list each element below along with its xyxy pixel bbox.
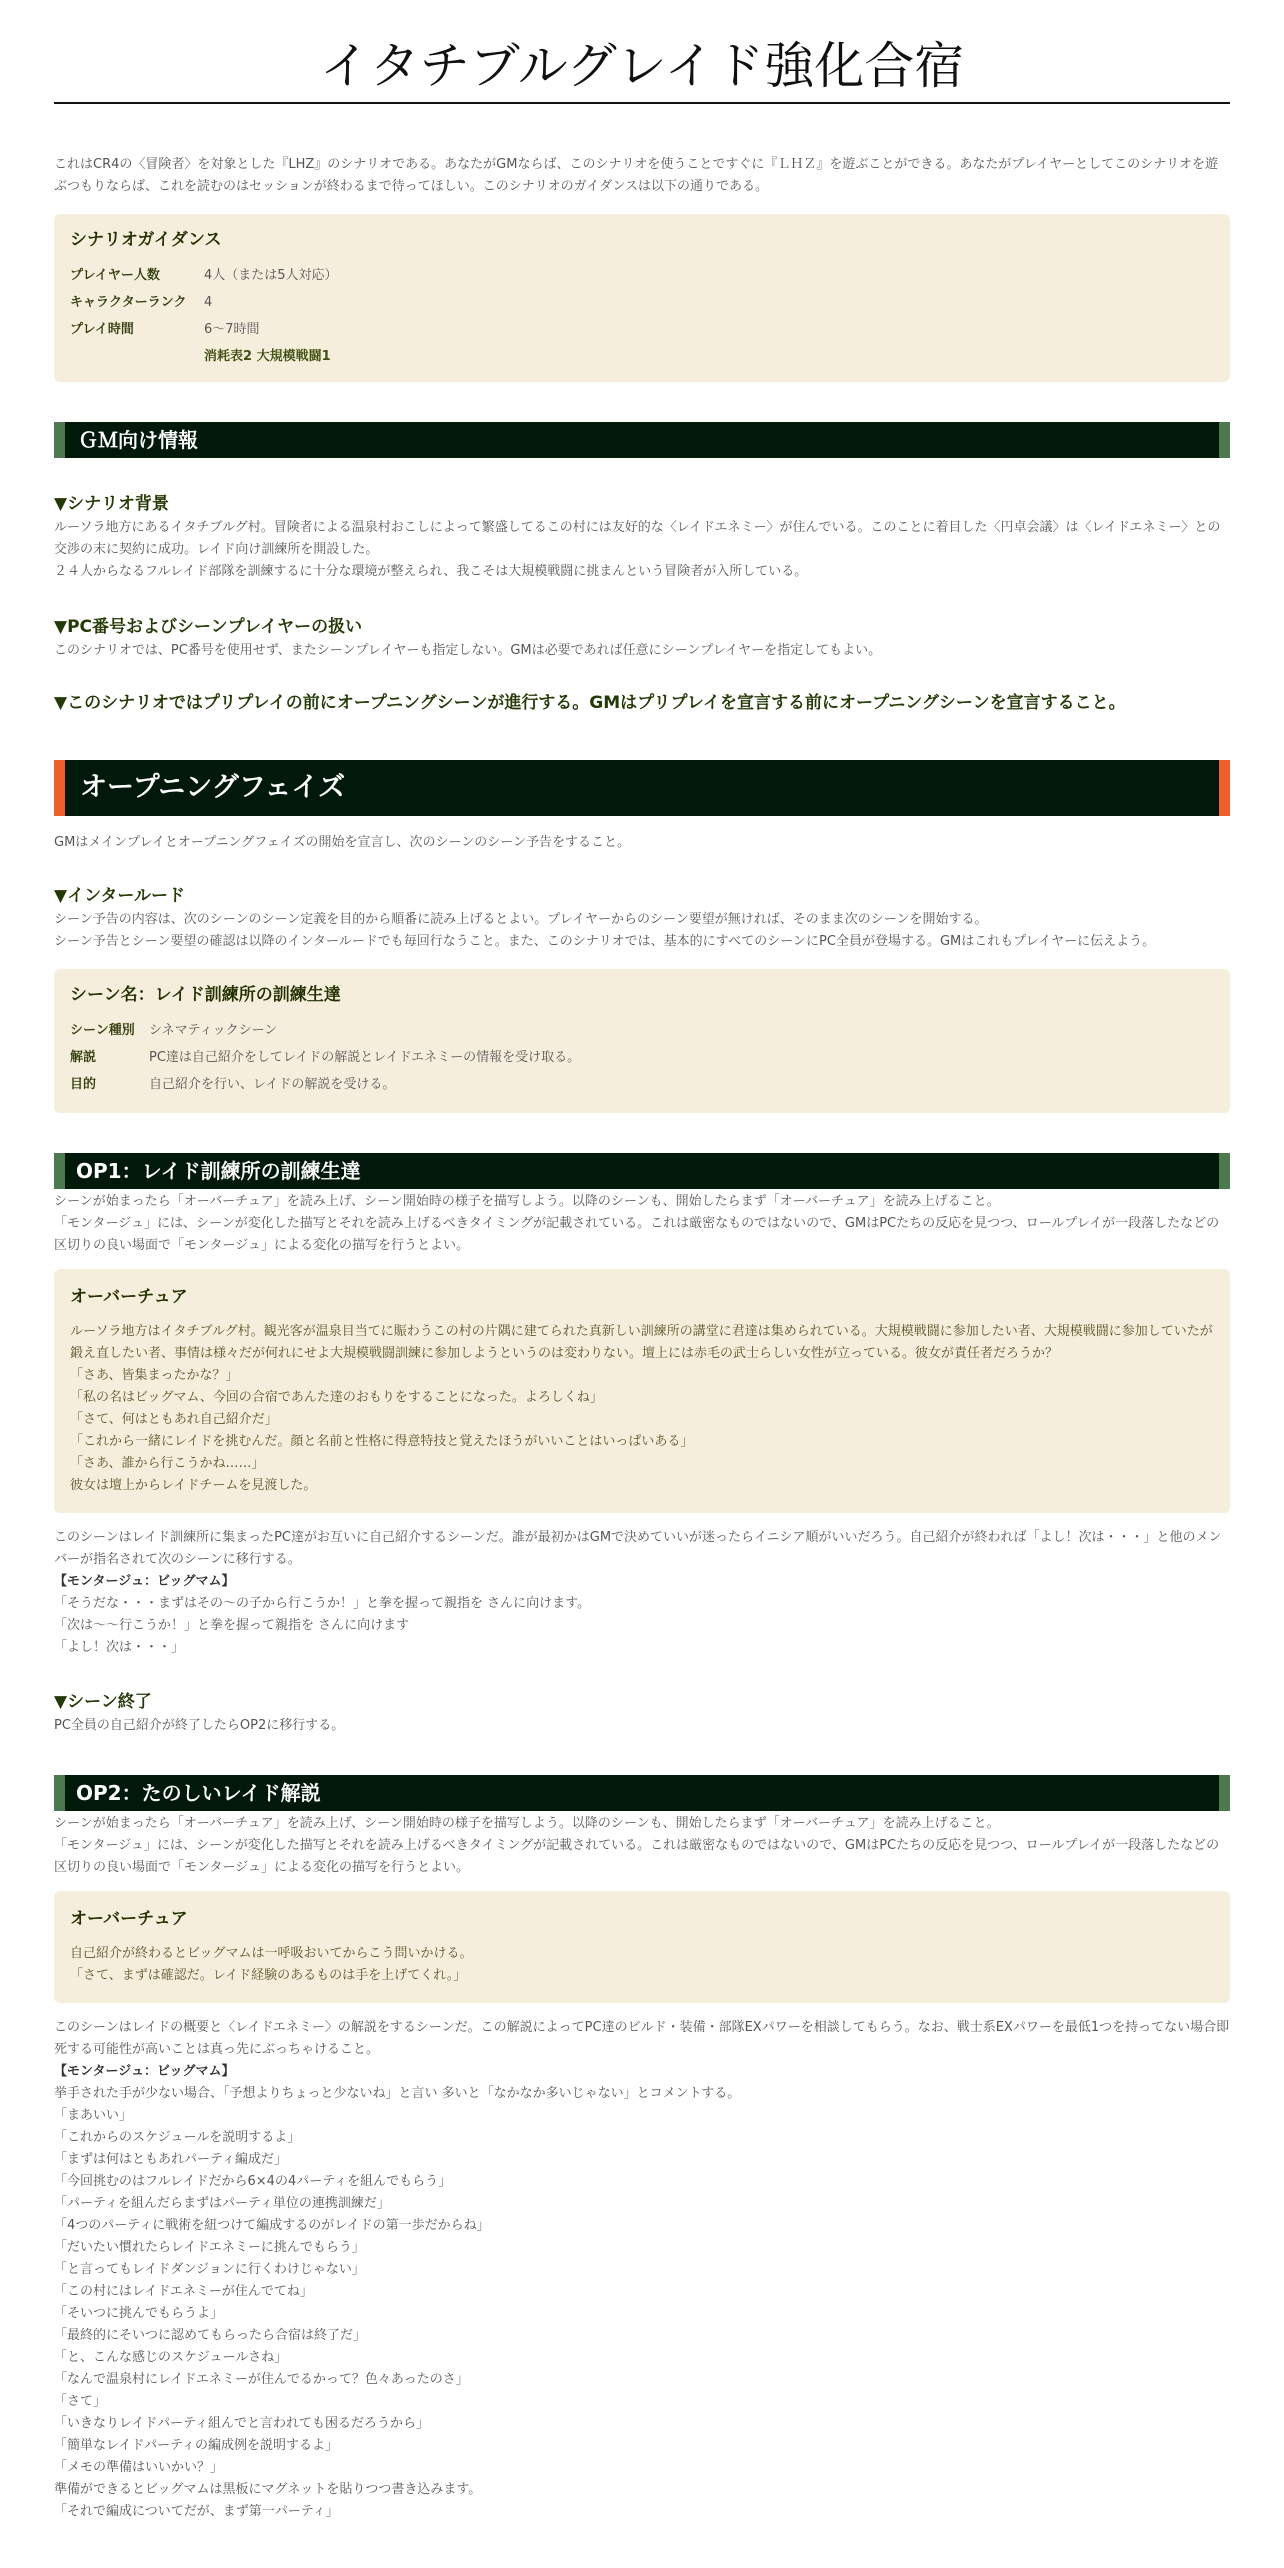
opening-phase-heading: オープニングフェイズ [54, 760, 1230, 816]
montage-line: 「パーティを組んだらまずはパーティ単位の連携訓練だ」 [54, 2196, 390, 2211]
overture-line: 「さあ、皆集まったかな？」 [70, 1368, 239, 1383]
montage-line: 「そいつに挑んでもらうよ」 [54, 2306, 224, 2321]
guidance-extra: 消耗表2 大規模戦闘1 [204, 349, 331, 364]
montage-line: 「今回挑むのはフルレイドだから6×4の4パーティを組んでもらう」 [54, 2174, 452, 2189]
overture-line: 自己紹介が終わるとビッグマムは一呼吸おいてからこう問いかける。 [70, 1946, 473, 1961]
guidance-row [70, 316, 1214, 343]
op2-intro-paragraph: 「モンタージュ」には、シーンが変化した描写とそれを読み上げるべきタイミングが記載されている。これは厳密なものではないので、GMはPCたちの反応を見つつ、ロールプレイが一段落したなどの区切りの良い場面で「モンタージュ」による変化の描写を行うとよい。 [54, 1838, 1220, 1875]
op1-montage-lines [54, 1593, 1230, 1659]
overture-line: 「これから一緒にレイドを挑むんだ。顔と名前と性格に得意特技と覚えたほうがいいことはいっぱいある」 [70, 1434, 694, 1449]
pc-number-paragraph: このシナリオでは、PC番号を使用せず、またシーンプレイヤーも指定しない。GMは必要であれば任意にシーンプレイヤーを指定してもよい。 [54, 643, 882, 658]
montage-line: 「と言ってもレイドダンジョンに行くわけじゃない」 [54, 2262, 365, 2277]
overture-line: 「さて、何はともあれ自己紹介だ」 [70, 1412, 278, 1427]
interlude-heading: ▼インタールード [54, 886, 186, 906]
montage-line: 「そうだな・・・まずはその～の子から行こうか！」と拳を握って親指を さんに向けます。 [54, 1596, 591, 1611]
montage-line: 挙手された手が少ない場合、「予想よりちょっと少ないね」と言い 多いと「なかなか多いじゃない」とコメントする。 [54, 2086, 741, 2101]
montage-line: 「メモの準備はいいかい？」 [54, 2460, 224, 2475]
scene-name: シーン名：レイド訓練所の訓練生達 [70, 985, 341, 1005]
interlude-paragraph: シーン予告とシーン要望の確認は以降のインタールードでも毎回行なうこと。また、このシナリオでは、基本的にすべてのシーンにPC全員が登場する。GMはこれもプレイヤーに伝えよう。 [54, 934, 1156, 949]
scene-key: 目的 [70, 1077, 97, 1092]
montage-line: 「それで編成についてだが、まず第一パーティ」 [54, 2504, 339, 2519]
scene-key: シーン種別 [70, 1023, 135, 1038]
montage-line: 「これからのスケジュールを説明するよ」 [54, 2130, 301, 2145]
guidance-title: シナリオガイダンス [70, 230, 222, 250]
guidance-value: 4 [204, 295, 213, 310]
montage-line: 「4つのパーティに戦術を紐つけて編成するのがレイドの第一歩だからね」 [54, 2218, 490, 2233]
op2-heading: OP2：たのしいレイド解説 [54, 1775, 1230, 1811]
title-divider [54, 102, 1230, 104]
montage-line: 準備ができるとビッグマムは黒板にマグネットを貼りつつ書き込みます。 [54, 2482, 482, 2497]
scene-value: シネマティックシーン [149, 1023, 278, 1038]
op1-description: このシーンはレイド訓練所に集まったPC達がお互いに自己紹介するシーンだ。誰が最初かはGMで決めていいが迷ったらイニシア順がいいだろう。自己紹介が終われば「よし！次は・・・」と他のメンバーが指名されて次のシーンに移行する。 [54, 1530, 1222, 1567]
op2-montage-lines [54, 2083, 1230, 2523]
guidance-value: 6～7時間 [204, 322, 260, 337]
montage-label: 【モンタージュ：ビッグマム】 [54, 2064, 235, 2079]
overture-line: ルーソラ地方はイタチブルグ村。観光客が温泉目当てに賑わうこの村の片隅に建てられた真新しい訓練所の講堂に君達は集められている。大規模戦闘に参加したい者、大規模戦闘に参加していたが鍛え直したい者、事情は様々だが何れにせよ大規模戦闘訓練に参加しようというのは変わりない。壇上には赤毛の武士らしい女性が立っている。彼女が責任者だろうか？ [70, 1324, 1213, 1361]
guidance-row [70, 262, 1214, 289]
scene-key: 解説 [70, 1050, 97, 1065]
montage-line: 「よし！次は・・・」 [54, 1640, 185, 1655]
guidance-key: プレイヤー人数 [70, 268, 160, 283]
background-paragraph: ２４人からなるフルレイド部隊を訓練するに十分な環境が整えられ、我こそは大規模戦闘に挑まんという冒険者が入所している。 [54, 564, 808, 579]
guidance-row [70, 289, 1214, 316]
montage-line: 「次は～～行こうか！」と拳を握って親指を さんに向けます [54, 1618, 410, 1633]
montage-line: 「簡単なレイドパーティの編成例を説明するよ」 [54, 2438, 339, 2453]
op2-description: このシーンはレイドの概要と〈レイドエネミー〉の解説をするシーンだ。この解説によってPC達のビルド・装備・部隊EXパワーを相談してもらう。なお、戦士系EXパワーを最低1つを持ってない場合即死する可能性が高いことは真っ先にぶっちゃけること。 [54, 2020, 1230, 2057]
op1-overture-box [54, 1269, 1230, 1513]
pc-number-heading: ▼PC番号およびシーンプレイヤーの扱い [54, 617, 363, 637]
montage-line: 「と、こんな感じのスケジュールさね」 [54, 2350, 288, 2365]
guidance-key: キャラクターランク [70, 295, 187, 310]
op2-intro-paragraph: シーンが始まったら「オーバーチュア」を読み上げ、シーン開始時の様子を描写しよう。以降のシーンも、開始したらまず「オーバーチュア」を読み上げること。 [54, 1816, 1000, 1831]
guidance-box [54, 214, 1230, 382]
overture-line: 「さて、まずは確認だ。レイド経験のあるものは手を上げてくれ。」 [70, 1968, 467, 1983]
scene-end-paragraph: PC全員の自己紹介が終了したらOP2に移行する。 [54, 1718, 345, 1733]
intro-paragraph: これはCR4の〈冒険者〉を対象とした『LHZ』のシナリオである。あなたがGMならば、このシナリオを使うことですぐに『ＬＨＺ』を遊ぶことができる。あなたがプレイヤーとしてこのシナリオを遊ぶつもりならば、これを読むのはセッションが終わるまで待ってほしい。このシナリオのガイダンスは以下の通りである。 [54, 157, 1219, 194]
guidance-key: プレイ時間 [70, 322, 134, 337]
guidance-row [70, 343, 1214, 370]
scene-value: PC達は自己紹介をしてレイドの解説とレイドエネミーの情報を受け取る。 [149, 1050, 581, 1065]
montage-line: 「いきなりレイドパーティ組んでと言われても困るだろうから」 [54, 2416, 430, 2431]
scenario-background-heading: ▼シナリオ背景 [54, 494, 169, 514]
montage-line: 「最終的にそいつに認めてもらったら合宿は終了だ」 [54, 2328, 367, 2343]
scene-definition-box [54, 969, 1230, 1113]
scene-row [70, 1071, 1214, 1098]
montage-line: 「この村にはレイドエネミーが住んでてね」 [54, 2284, 313, 2299]
montage-line: 「まずは何はともあれパーティ編成だ」 [54, 2152, 287, 2167]
scene-end-heading: ▼シーン終了 [54, 1692, 152, 1712]
opening-note: ▼このシナリオではプリプレイの前にオープニングシーンが進行する。GMはプリプレイを宣言する前にオープニングシーンを宣言すること。 [54, 693, 1126, 713]
op1-heading: OP1：レイド訓練所の訓練生達 [54, 1153, 1230, 1189]
scene-row [70, 1017, 1214, 1044]
overture-line: 「さあ、誰から行こうかね……」 [70, 1456, 265, 1471]
gm-info-heading: ＧＭ向け情報 [54, 422, 1230, 458]
overture-line: 彼女は壇上からレイドチームを見渡した。 [70, 1478, 317, 1493]
op2-overture-box [54, 1891, 1230, 2003]
overture-title: オーバーチュア [70, 1287, 188, 1307]
montage-label: 【モンタージュ：ビッグマム】 [54, 1574, 235, 1589]
montage-line: 「だいたい慣れたらレイドエネミーに挑んでもらう」 [54, 2240, 365, 2255]
background-paragraph: ルーソラ地方にあるイタチブルグ村。冒険者による温泉村おこしによって繁盛してるこの村には友好的な〈レイドエネミー〉が住んでいる。このことに着目した〈円卓会議〉は〈レイドエネミー〉との交渉の末に契約に成功。レイド向け訓練所を開設した。 [54, 520, 1221, 557]
montage-line: 「まあいい」 [54, 2108, 133, 2123]
scene-row [70, 1044, 1214, 1071]
montage-line: 「さて」 [54, 2394, 107, 2409]
opening-phase-paragraph: GMはメインプレイとオープニングフェイズの開始を宣言し、次のシーンのシーン予告をすること。 [54, 835, 631, 850]
montage-line: 「なんで温泉村にレイドエネミーが住んでるかって？色々あったのさ」 [54, 2372, 469, 2387]
op1-intro-paragraph: 「モンタージュ」には、シーンが変化した描写とそれを読み上げるべきタイミングが記載されている。これは厳密なものではないので、GMはPCたちの反応を見つつ、ロールプレイが一段落したなどの区切りの良い場面で「モンタージュ」による変化の描写を行うとよい。 [54, 1216, 1220, 1253]
interlude-paragraph: シーン予告の内容は、次のシーンのシーン定義を目的から順番に読み上げるとよい。プレイヤーからのシーン要望が無ければ、そのまま次のシーンを開始する。 [54, 912, 988, 927]
op1-intro-paragraph: シーンが始まったら「オーバーチュア」を読み上げ、シーン開始時の様子を描写しよう。以降のシーンも、開始したらまず「オーバーチュア」を読み上げること。 [54, 1194, 1000, 1209]
guidance-value: 4人（または5人対応） [204, 268, 338, 283]
page-title: イタチブルグレイド強化合宿 [319, 37, 965, 95]
overture-title: オーバーチュア [70, 1909, 188, 1929]
scene-value: 自己紹介を行い、レイドの解説を受ける。 [149, 1077, 396, 1092]
overture-line: 「私の名はビッグマム、今回の合宿であんた達のおもりをすることになった。よろしくね」 [70, 1390, 603, 1405]
